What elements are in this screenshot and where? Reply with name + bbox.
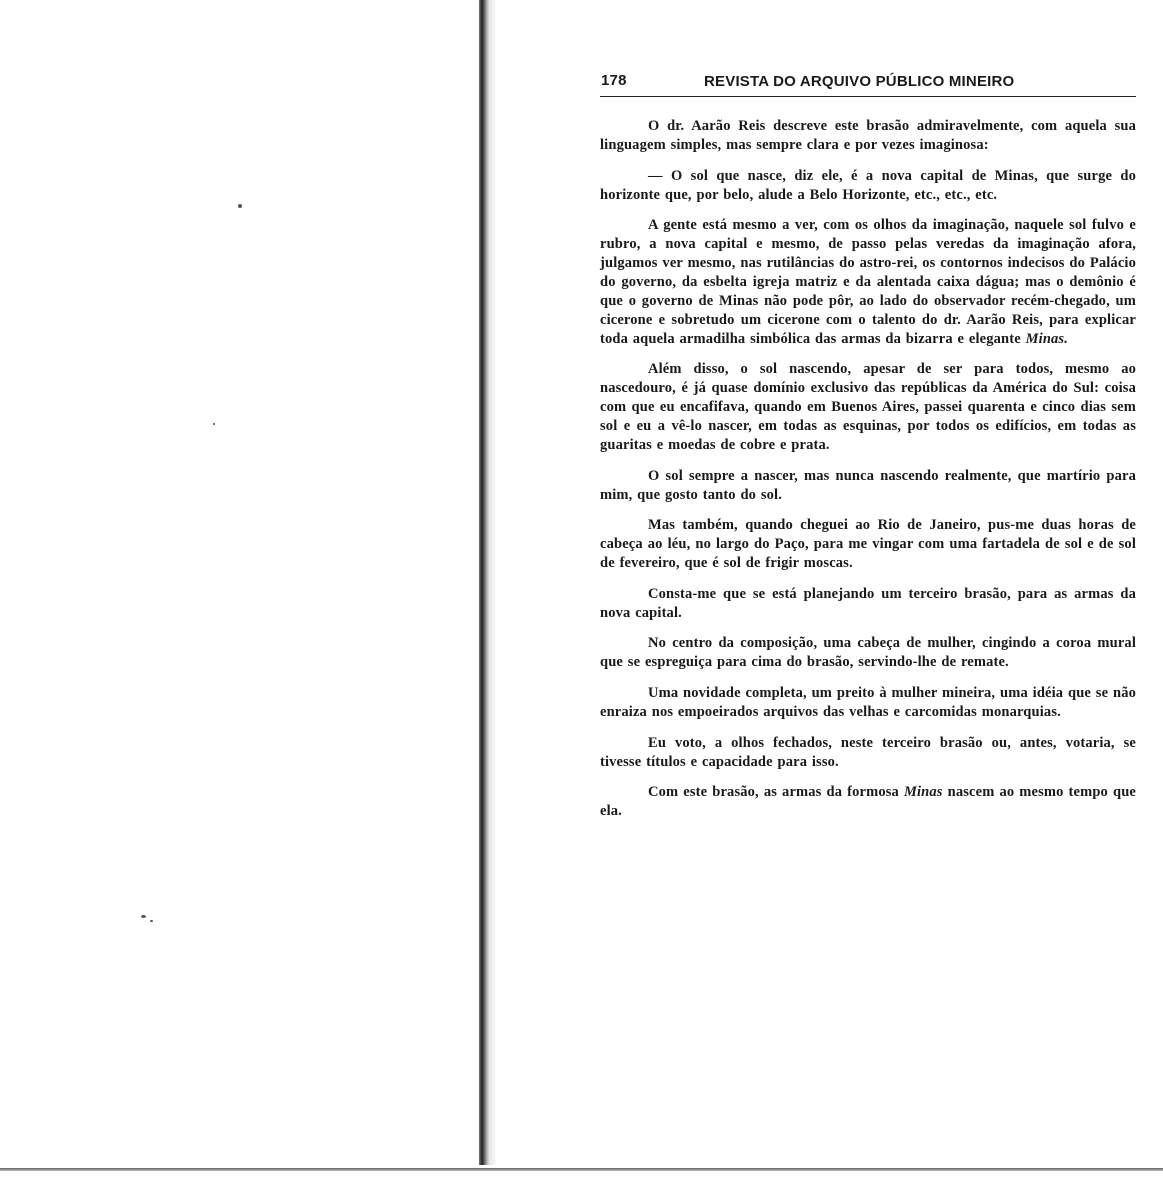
paragraph: Mas também, quando cheguei ao Rio de Janeiro, pus-me duas horas de cabeça ao léu, no largo do Paço, para me vingar com uma fartadela de sol e de sol de fevereiro, que é sol de frigir moscas. (600, 517, 1136, 572)
gutter-shadow (489, 0, 497, 1165)
paragraph-text: nascem ao mesmo tempo que ela. (600, 784, 1136, 820)
paper-speck (238, 204, 242, 208)
journal-title: REVISTA DO ARQUIVO PÚBLICO MINEIRO (704, 73, 1015, 90)
running-header (600, 70, 1136, 97)
paragraph: No centro da composição, uma cabeça de mulher, cingindo a coroa mural que se espreguiça para cima do brasão, servindo-lhe de remate. (600, 635, 1136, 671)
paragraph (600, 216, 1136, 348)
page-number: 178 (601, 72, 627, 89)
paragraph: O sol sempre a nascer, mas nunca nascendo realmente, que martírio para mim, que gosto tanto do sol. (600, 467, 1136, 503)
paragraph: O dr. Aarão Reis descreve este brasão admiravelmente, com aquela sua linguagem simples, mas sempre clara e por vezes imaginosa: (600, 118, 1136, 153)
article-body (600, 117, 1136, 833)
scan-bottom-edge (0, 1168, 1163, 1171)
italic-term: Minas (903, 784, 943, 801)
paragraph (600, 783, 1136, 821)
paper-speck (150, 920, 153, 922)
paragraph: Além disso, o sol nascendo, apesar de ser para todos, mesmo ao nascedouro, é já quase domínio exclusivo das repúblicas da América do Sul: coisa com que eu encafifava, quando em Buenos Aires, passei quarenta e cinco dias sem sol e eu a vê-lo nascer, em todas as esquinas, por todos os edifícios, em todas as guaritas e moedas de cobre e prata. (600, 361, 1136, 453)
paragraph: — O sol que nasce, diz ele, é a nova capital de Minas, que surge do horizonte que, por belo, alude a Belo Horizonte, etc., etc., etc. (600, 167, 1136, 203)
paragraph: Uma novidade completa, um preito à mulher mineira, uma idéia que se não enraiza nos empoeirados arquivos das velhas e carcomidas monarquias. (600, 685, 1136, 720)
paper-speck (213, 423, 215, 425)
book-gutter (479, 0, 489, 1165)
paragraph-text: A gente está mesmo a ver, com os olhos da imaginação, naquele sol fulvo e rubro, a nova capital e mesmo, de passo pelas veredas da imaginação afora, julgamos ver mesmo, nas rutilâncias do astro-rei, os contornos indecisos do Palácio do governo, da esbelta igreja matriz e da alentada caixa dágua; mas o demônio é que o governo de Minas não pode pôr, ao lado do observador recém-chegado, um cicerone e sobretudo um cicerone com o talento do dr. Aarão Reis, para explicar toda aquela armadilha simbólica das armas da bizarra e elegante (600, 217, 1136, 347)
paragraph: Eu voto, a olhos fechados, neste terceiro brasão ou, antes, votaria, se tivesse títulos e capacidade para isso. (600, 734, 1136, 770)
paper-speck (141, 915, 146, 918)
italic-term: Minas. (1025, 330, 1068, 347)
paragraph-text: Com este brasão, as armas da formosa (648, 784, 899, 801)
paragraph: Consta-me que se está planejando um terceiro brasão, para as armas da nova capital. (600, 585, 1136, 621)
